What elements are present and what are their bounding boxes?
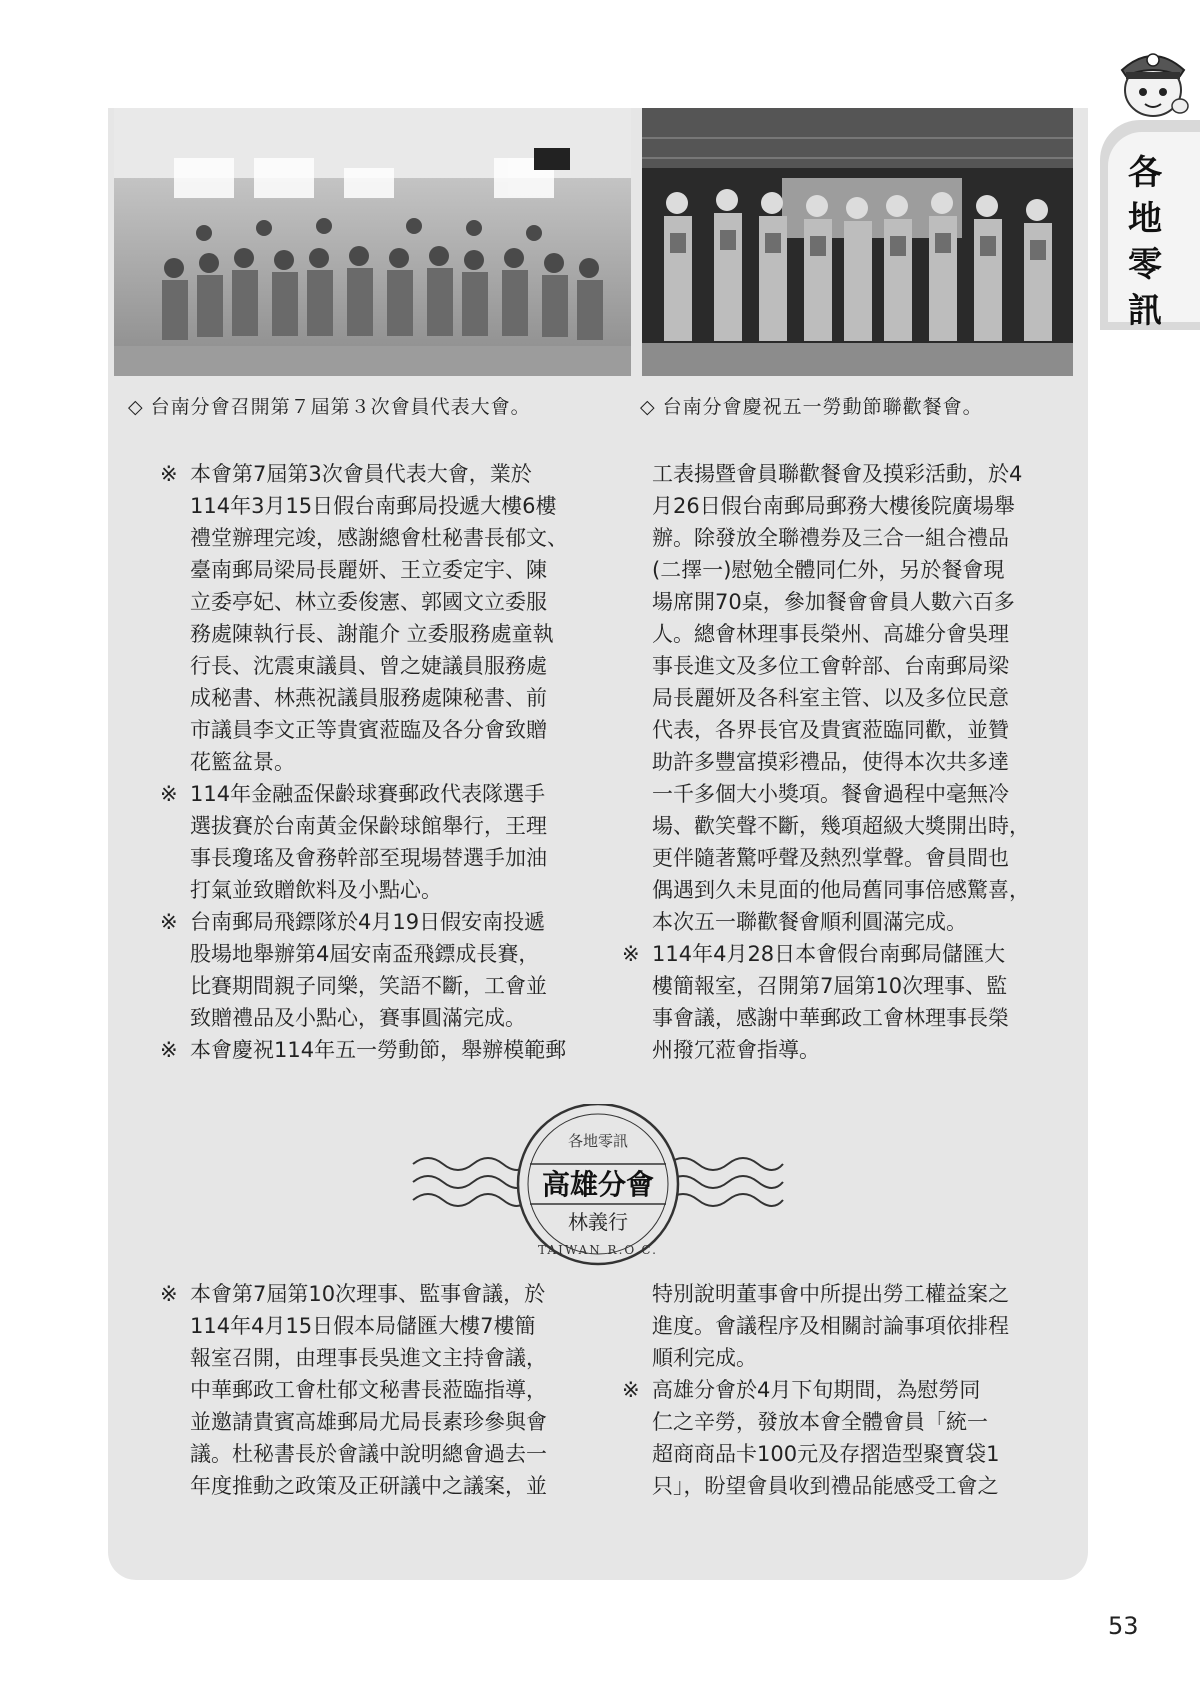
text-line: 務處陳執行長、謝龍介 立委服務處童執 bbox=[190, 622, 554, 646]
text-line: 本會慶祝114年五一勞動節，舉辦模範郵 bbox=[190, 1038, 567, 1062]
bullet-item bbox=[622, 938, 1042, 1066]
bullet-mark: ※ bbox=[160, 1282, 178, 1306]
text-line: 114年3月15日假台南郵局投遞大樓6樓 bbox=[190, 494, 557, 518]
bullet-mark: ※ bbox=[160, 910, 178, 934]
section-tab-char: 訊 bbox=[1128, 291, 1162, 331]
text-line: 114年4月28日本會假台南郵局儲匯大 bbox=[652, 942, 1006, 966]
text-line: 工表揚暨會員聯歡餐會及摸彩活動，於4 bbox=[652, 462, 1023, 486]
text-line: 事長進文及多位工會幹部、台南郵局梁 bbox=[652, 654, 1009, 678]
stamp-bottom-text: TAIWAN R.O.C. bbox=[538, 1243, 658, 1257]
text-line: 人。總會林理事長榮州、高雄分會吳理 bbox=[652, 622, 1009, 646]
text-line: 只」，盼望會員收到禮品能感受工會之 bbox=[652, 1474, 999, 1498]
text-line: 場、歡笑聲不斷，幾項超級大獎開出時， bbox=[652, 814, 1030, 838]
photo-caption-right: ◇ 台南分會慶祝五一勞動節聯歡餐會。 bbox=[640, 396, 983, 418]
text-line: 進度。會議程序及相關討論事項依排程 bbox=[652, 1314, 1009, 1338]
text-line: 打氣並致贈飲料及小點心。 bbox=[190, 878, 442, 902]
bullet-mark: ※ bbox=[622, 942, 640, 966]
section-tab-char: 零 bbox=[1128, 245, 1162, 285]
bullet-item bbox=[160, 778, 580, 906]
section1-left-column bbox=[160, 458, 580, 1066]
text-line: 月26日假台南郵局郵務大樓後院廣場舉 bbox=[652, 494, 1015, 518]
photo-tainan-labor-day-banquet bbox=[642, 108, 1073, 376]
text-line: 致贈禮品及小點心，賽事圓滿完成。 bbox=[190, 1006, 526, 1030]
kaohsiung-branch-stamp bbox=[408, 1104, 788, 1284]
continued-paragraph bbox=[622, 458, 1042, 938]
text-line: 選拔賽於台南黃金保齡球館舉行，王理 bbox=[190, 814, 547, 838]
section-tab-char: 各 bbox=[1128, 153, 1162, 193]
text-line: 114年金融盃保齡球賽郵政代表隊選手 bbox=[190, 782, 546, 806]
section1-right-column bbox=[622, 458, 1042, 1066]
text-line: 更伴隨著驚呼聲及熱烈掌聲。會員間也 bbox=[652, 846, 1009, 870]
text-line: 仁之辛勞，發放本會全體會員「統一 bbox=[652, 1410, 988, 1434]
text-line: 代表，各界長官及貴賓蒞臨同歡，並贊 bbox=[652, 718, 1009, 742]
photo-caption-left: ◇ 台南分會召開第７屆第３次會員代表大會。 bbox=[128, 396, 531, 418]
bullet-item bbox=[160, 1278, 580, 1502]
text-line: 114年4月15日假本局儲匯大樓7樓簡 bbox=[190, 1314, 536, 1338]
page-number: 53 bbox=[1108, 1612, 1139, 1640]
text-line: 禮堂辦理完竣，感謝總會杜秘書長郁文、 bbox=[190, 526, 568, 550]
text-line: 臺南郵局梁局長麗妍、王立委定宇、陳 bbox=[190, 558, 547, 582]
text-line: 事會議，感謝中華郵政工會林理事長榮 bbox=[652, 1006, 1009, 1030]
text-line: 局長麗妍及各科室主管、以及多位民意 bbox=[652, 686, 1009, 710]
section-tab-char: 地 bbox=[1128, 199, 1162, 239]
text-line: 股場地舉辦第4屆安南盃飛鏢成長賽， bbox=[190, 942, 540, 966]
text-line: 偶遇到久未見面的他局舊同事倍感驚喜， bbox=[652, 878, 1030, 902]
stamp-author: 林義行 bbox=[568, 1210, 628, 1234]
postman-mascot-icon bbox=[1110, 40, 1196, 126]
stamp-center-text: 高雄分會 bbox=[541, 1168, 655, 1201]
bullet-item bbox=[160, 906, 580, 1034]
text-line: 並邀請貴賓高雄郵局尤局長素珍參與會 bbox=[190, 1410, 547, 1434]
text-line: 順利完成。 bbox=[652, 1346, 757, 1370]
text-line: 行長、沈震東議員、曾之婕議員服務處 bbox=[190, 654, 547, 678]
text-line: 高雄分會於4月下旬期間，為慰勞同 bbox=[652, 1378, 981, 1402]
section2-right-column bbox=[622, 1278, 1042, 1502]
section-tab-title bbox=[1120, 150, 1170, 334]
text-line: 特別說明董事會中所提出勞工權益案之 bbox=[652, 1282, 1009, 1306]
bullet-mark: ※ bbox=[160, 462, 178, 486]
text-line: 議。杜秘書長於會議中說明總會過去一 bbox=[190, 1442, 547, 1466]
text-line: 一千多個大小獎項。餐會過程中毫無冷 bbox=[652, 782, 1009, 806]
bullet-mark: ※ bbox=[622, 1378, 640, 1402]
text-line: 本會第7屆第3次會員代表大會，業於 bbox=[190, 462, 532, 486]
stamp-top-text: 各地零訊 bbox=[567, 1132, 629, 1150]
text-line: 立委亭妃、林立委俊憲、郭國文立委服 bbox=[190, 590, 547, 614]
bullet-item bbox=[622, 1374, 1042, 1502]
text-line: 花籃盆景。 bbox=[190, 750, 295, 774]
text-line: (二擇一)慰勉全體同仁外，另於餐會現 bbox=[652, 558, 1005, 582]
text-line: 年度推動之政策及正研議中之議案，並 bbox=[190, 1474, 547, 1498]
text-line: 本次五一聯歡餐會順利圓滿完成。 bbox=[652, 910, 967, 934]
text-line: 州撥冗蒞會指導。 bbox=[652, 1038, 820, 1062]
text-line: 場席開70桌，參加餐會會員人數六百多 bbox=[652, 590, 1015, 614]
bullet-item bbox=[160, 458, 580, 778]
text-line: 超商商品卡100元及存摺造型聚寶袋1 bbox=[652, 1442, 1000, 1466]
text-line: 比賽期間親子同樂，笑語不斷，工會並 bbox=[190, 974, 547, 998]
text-line: 成秘書、林燕祝議員服務處陳秘書、前 bbox=[190, 686, 547, 710]
text-line: 事長瓊瑤及會務幹部至現場替選手加油 bbox=[190, 846, 547, 870]
text-line: 報室召開，由理事長吳進文主持會議， bbox=[190, 1346, 547, 1370]
photo-tainan-member-assembly bbox=[114, 108, 631, 376]
text-line: 中華郵政工會杜郁文秘書長蒞臨指導， bbox=[190, 1378, 547, 1402]
text-line: 台南郵局飛鏢隊於4月19日假安南投遞 bbox=[190, 910, 546, 934]
text-line: 本會第7屆第10次理事、監事會議，於 bbox=[190, 1282, 546, 1306]
text-line: 助許多豐富摸彩禮品，使得本次共多達 bbox=[652, 750, 1009, 774]
bullet-item bbox=[160, 1034, 580, 1066]
bullet-mark: ※ bbox=[160, 1038, 178, 1062]
text-line: 市議員李文正等貴賓蒞臨及各分會致贈 bbox=[190, 718, 547, 742]
text-line: 辦。除發放全聯禮券及三合一組合禮品 bbox=[652, 526, 1009, 550]
continued-paragraph bbox=[622, 1278, 1042, 1374]
text-line: 樓簡報室，召開第7屆第10次理事、監 bbox=[652, 974, 1008, 998]
bullet-mark: ※ bbox=[160, 782, 178, 806]
section2-left-column bbox=[160, 1278, 580, 1502]
